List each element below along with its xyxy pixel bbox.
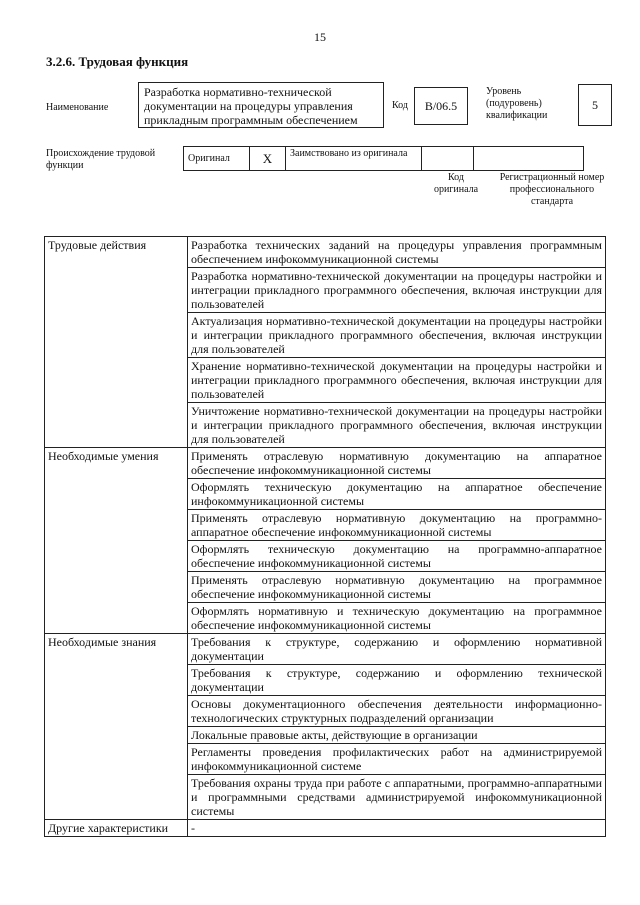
code-label: Код	[392, 100, 408, 111]
item-cell: Требования охраны труда при работе с аппаратными, программно-аппаратными и программными средствами администрируемой инфокоммуникационной системы	[188, 775, 606, 820]
item-cell: Применять отраслевую нормативную документацию на программно-аппаратное обеспечение инфокоммуникационной системы	[188, 510, 606, 541]
origin-label: Происхождение трудовой функции	[46, 148, 156, 171]
category-cell: Трудовые действия	[45, 237, 188, 448]
labor-function-table	[44, 236, 606, 837]
name-label: Наименование	[46, 102, 109, 113]
category-cell: Другие характеристики	[45, 820, 188, 837]
borrowed-label: Заимствовано из оригинала	[286, 147, 422, 171]
code-value-box: В/06.5	[414, 87, 468, 125]
item-cell: Требования к структуре, содержанию и оформлению нормативной документации	[188, 634, 606, 665]
original-label: Оригинал	[184, 147, 250, 171]
item-cell: Локальные правовые акты, действующие в организации	[188, 727, 606, 744]
reg-number-caption: Регистрационный номер профессионального стандарта	[499, 172, 605, 207]
category-cell: Необходимые знания	[45, 634, 188, 820]
reg-number-cell	[474, 147, 584, 171]
item-cell: Разработка нормативно-технической документации на процедуры настройки и интеграции прикладного программного обеспечения, включая инструкции для пользователей	[188, 268, 606, 313]
category-cell: Необходимые умения	[45, 448, 188, 634]
item-cell: Основы документационного обеспечения деятельности информационно-технологических структурных подразделений организации	[188, 696, 606, 727]
item-cell: Актуализация нормативно-технической документации на процедуры настройки и интеграции прикладного программного обеспечения, включая инструкции для пользователей	[188, 313, 606, 358]
item-cell: Разработка технических заданий на процедуры управления программным обеспечением инфокоммуникационной системы	[188, 237, 606, 268]
item-cell: Хранение нормативно-технической документации на процедуры настройки и интеграции прикладного программного обеспечения, включая инструкции для пользователей	[188, 358, 606, 403]
table-row	[45, 634, 606, 665]
code-original-caption: Код оригинала	[433, 172, 479, 195]
page-number: 15	[314, 30, 326, 44]
item-cell: Оформлять техническую документацию на аппаратное обеспечение инфокоммуникационной системы	[188, 479, 606, 510]
item-cell: Применять отраслевую нормативную документацию на программное обеспечение инфокоммуникационной системы	[188, 572, 606, 603]
origin-table	[183, 146, 584, 171]
item-cell: Требования к структуре, содержанию и оформлению технической документации	[188, 665, 606, 696]
section-title: 3.2.6. Трудовая функция	[46, 54, 189, 69]
name-value-box: Разработка нормативно-технической документации на процедуры управления прикладным программным обеспечением	[138, 82, 384, 128]
code-original-cell	[422, 147, 474, 171]
item-cell: -	[188, 820, 606, 837]
table-row	[45, 820, 606, 837]
item-cell: Оформлять нормативную и техническую документацию на программное обеспечение инфокоммуникационной системы	[188, 603, 606, 634]
qualification-level-label: Уровень (подуровень) квалификации	[486, 86, 548, 121]
item-cell: Оформлять техническую документацию на программно-аппаратное обеспечение инфокоммуникационной системы	[188, 541, 606, 572]
item-cell: Применять отраслевую нормативную документацию на аппаратное обеспечение инфокоммуникационной системы	[188, 448, 606, 479]
qualification-level-box: 5	[578, 84, 612, 126]
original-mark: X	[250, 147, 286, 171]
item-cell: Регламенты проведения профилактических работ на администрируемой инфокоммуникационной системе	[188, 744, 606, 775]
table-row	[45, 237, 606, 268]
item-cell: Уничтожение нормативно-технической документации на процедуры настройки и интеграции прикладного программного обеспечения, включая инструкции для пользователей	[188, 403, 606, 448]
table-row	[45, 448, 606, 479]
